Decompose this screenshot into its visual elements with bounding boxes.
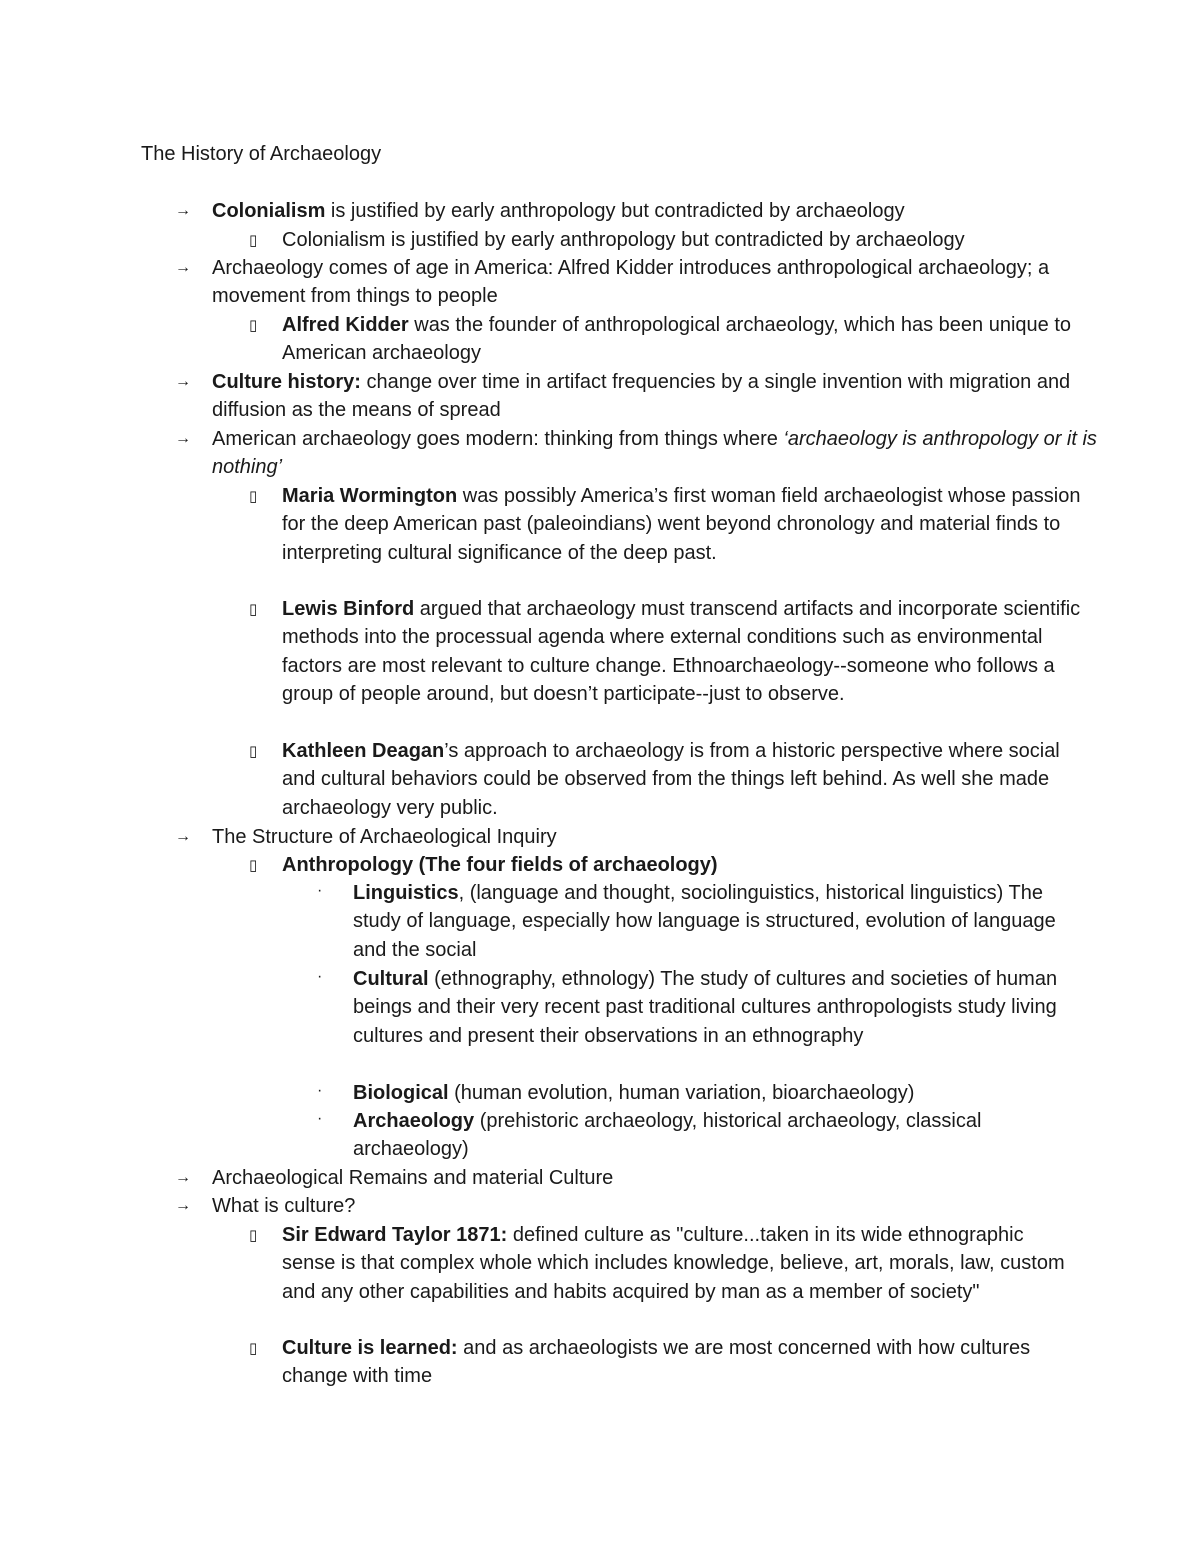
outline-item-level-3 [317, 1079, 1078, 1107]
body-text: (ethnography, ethnology) The study of cultures and societies of human beings and their very recent past traditional cultures anthropologists study living cultures and present their observations in an ethnography [353, 968, 1058, 1047]
outline-item-text [212, 368, 1112, 425]
square-bullet-icon: ▯ [249, 601, 258, 618]
body-text: change over time in artifact frequencies by a single invention with migration and diffusion as the means of spread [212, 371, 1071, 422]
document-title: The History of Archaeology [141, 143, 382, 165]
bold-term: Sir Edward Taylor 1871: [282, 1224, 508, 1246]
arrow-bullet-icon: → [175, 1197, 191, 1214]
body-text: was possibly America’s first woman field archaeologist whose passion for the deep American past (paleoindians) went beyond chronology and material finds to interpreting cultural significance of the deep past. [282, 485, 1081, 564]
body-text: , (language and thought, sociolinguistics, historical linguistics) The study of language, especially how language is structured, evolution of language and the social [353, 882, 1056, 961]
outline-item-level-2 [249, 482, 1082, 567]
arrow-bullet-icon: → [175, 828, 191, 845]
outline-item-level-1 [175, 425, 1112, 482]
square-bullet-icon: ▯ [249, 1227, 258, 1244]
bold-term: Archaeology [353, 1110, 475, 1132]
outline-item-text [282, 1221, 1082, 1306]
body-text: defined culture as "culture...taken in its wide ethnographic sense is that complex whole which includes knowledge, believe, art, morals, law, custom and any other capabilities and habits acquired by man as a member of society" [282, 1224, 1065, 1303]
dot-bullet-icon: · [317, 882, 323, 899]
bold-term: Culture history: [212, 371, 361, 393]
body-text: The Structure of Archaeological Inquiry [212, 826, 557, 848]
arrow-bullet-icon: → [175, 259, 191, 276]
arrow-bullet-icon: → [175, 430, 191, 447]
outline-item-level-2 [249, 1334, 1082, 1391]
outline-item-text [353, 1079, 1078, 1107]
body-text: (human evolution, human variation, bioarchaeology) [448, 1082, 915, 1104]
outline-item-text [282, 311, 1082, 368]
outline-item-text [353, 1107, 1078, 1164]
dot-bullet-icon: · [317, 1082, 323, 1099]
body-text: is justified by early anthropology but contradicted by archaeology [325, 200, 905, 222]
outline-item-text [282, 851, 1082, 879]
outline-item-level-1 [175, 368, 1112, 425]
outline-item-text [212, 1164, 1112, 1192]
outline-item-text [212, 425, 1112, 482]
outline-item-text [282, 1334, 1082, 1391]
body-text: Colonialism is justified by early anthropology but contradicted by archaeology [282, 229, 965, 251]
outline-item-level-2 [249, 851, 1082, 879]
square-bullet-icon: ▯ [249, 232, 258, 249]
outline-item-text [282, 595, 1082, 709]
italic-quote: ‘archaeology is anthropology or it is nothing’ [212, 428, 1097, 479]
square-bullet-icon: ▯ [249, 317, 258, 334]
bold-term: Linguistics [353, 882, 459, 904]
outline-item-level-2 [249, 595, 1082, 709]
outline-item-text [353, 879, 1078, 964]
bold-term: Kathleen Deagan [282, 740, 445, 762]
bold-term: Biological [353, 1082, 449, 1104]
outline-item-text [212, 1192, 1112, 1220]
outline-item-text [282, 226, 1082, 254]
outline-item-text [212, 197, 1112, 225]
body-text: and as archaeologists we are most concerned with how cultures change with time [282, 1337, 1031, 1388]
outline-item-level-1 [175, 1192, 1112, 1220]
outline-item-text [282, 482, 1082, 567]
outline-item-level-2 [249, 226, 1082, 254]
arrow-bullet-icon: → [175, 1169, 191, 1186]
body-text: Archaeological Remains and material Culture [212, 1167, 614, 1189]
outline-item-level-1 [175, 254, 1112, 311]
bold-term: Lewis Binford [282, 598, 415, 620]
body-text: What is culture? [212, 1195, 356, 1217]
dot-bullet-icon: · [317, 1110, 323, 1127]
dot-bullet-icon: · [317, 968, 323, 985]
outline-item-level-2 [249, 311, 1082, 368]
body-text: American archaeology goes modern: thinking from things where [212, 428, 784, 450]
bold-term: Colonialism [212, 200, 326, 222]
outline-item-text [212, 254, 1112, 311]
outline-item-text [282, 737, 1082, 822]
body-text: Archaeology comes of age in America: Alfred Kidder introduces anthropological archaeology; a movement from things to people [212, 257, 1050, 308]
outline-item-text [353, 965, 1078, 1050]
square-bullet-icon: ▯ [249, 743, 258, 760]
square-bullet-icon: ▯ [249, 488, 258, 505]
bold-term: Alfred Kidder [282, 314, 409, 336]
body-text: ’s approach to archaeology is from a historic perspective where social and cultural behaviors could be observed from the things left behind. As well she made archaeology very public. [282, 740, 1060, 819]
arrow-bullet-icon: → [175, 202, 191, 219]
square-bullet-icon: ▯ [249, 1340, 258, 1357]
bold-term: Cultural [353, 968, 429, 990]
outline-item-level-3 [317, 879, 1078, 964]
body-text: was the founder of anthropological archaeology, which has been unique to American archaeology [282, 314, 1071, 365]
square-bullet-icon: ▯ [249, 857, 258, 874]
bold-term: Anthropology (The four fields of archaeology) [282, 854, 718, 876]
outline-item-text [212, 823, 1112, 851]
body-text: (prehistoric archaeology, historical archaeology, classical archaeology) [353, 1110, 982, 1161]
outline-item-level-1 [175, 197, 1112, 225]
outline-item-level-2 [249, 737, 1082, 822]
outline-item-level-1 [175, 823, 1112, 851]
arrow-bullet-icon: → [175, 373, 191, 390]
body-text: argued that archaeology must transcend artifacts and incorporate scientific methods into the processual agenda where external conditions such as environmental factors are most relevant to culture change. Ethnoarchaeology--someone who follows a group of people around, but doesn’t participate--just to observe. [282, 598, 1081, 706]
bold-term: Maria Wormington [282, 485, 458, 507]
outline-item-level-2 [249, 1221, 1082, 1306]
outline-item-level-3 [317, 1107, 1078, 1164]
outline-item-level-3 [317, 965, 1078, 1050]
bold-term: Culture is learned: [282, 1337, 458, 1359]
outline-item-level-1 [175, 1164, 1112, 1192]
